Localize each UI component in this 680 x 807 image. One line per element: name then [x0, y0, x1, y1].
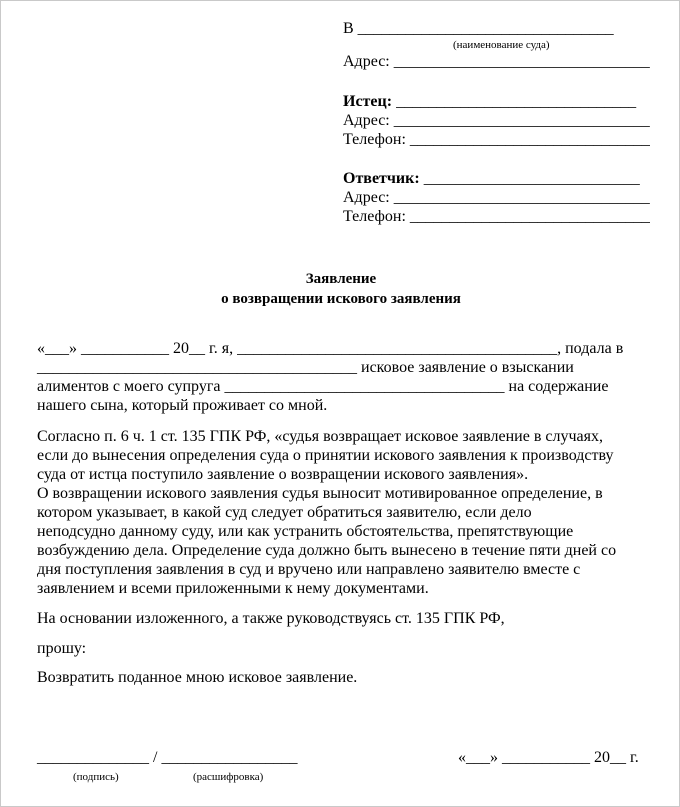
court-block	[343, 19, 673, 71]
paragraph-2-line: неподсудно данному суду, или как устранить обстоятельства, препятствующие	[37, 523, 574, 540]
paragraph-2-line: дня поступления заявления в суд и вручено или направлено заявителю вместе с	[37, 561, 581, 578]
court-note: (наименование суда)	[453, 39, 550, 51]
signature-line: ______________ / _________________	[37, 749, 298, 766]
date-line: «___» ___________ 20__ г.	[458, 749, 639, 766]
plaintiff-block	[343, 92, 673, 149]
paragraph-2-line: Согласно п. 6 ч. 1 ст. 135 ГПК РФ, «судья возвращает исковое заявление в случаях,	[37, 428, 603, 445]
paragraph-4: прошу:	[37, 640, 87, 657]
paragraph-2-line: заявлением и всеми приложенными к нему документами.	[37, 580, 429, 597]
defendant-address: Адрес: ________________________________	[343, 189, 650, 206]
paragraph-5: Возвратить поданное мною исковое заявление.	[37, 669, 358, 686]
paragraph-1-line: нашего сына, который проживает со мной.	[37, 397, 328, 414]
defendant-blank: ___________________________	[423, 170, 640, 187]
defendant-line	[343, 169, 673, 188]
plaintiff-line	[343, 92, 673, 111]
plaintiff-address: Адрес: ________________________________	[343, 112, 650, 129]
title-line-2: о возвращении искового заявления	[221, 291, 461, 307]
paragraph-1-line: «___» ___________ 20__ г. я, ________________________________________, подала в	[37, 340, 624, 357]
title-line-1: Заявление	[305, 271, 377, 287]
plaintiff-blank: ______________________________	[396, 93, 637, 110]
paragraph-2	[37, 427, 649, 598]
plaintiff-phone: Телефон: ______________________________	[343, 131, 650, 148]
paragraph-1	[37, 339, 649, 415]
court-line	[343, 19, 673, 38]
paragraph-1-line: ________________________________________ исковое заявление о взыскании	[37, 359, 574, 376]
paragraph-3: На основании изложенного, а также руководствуясь ст. 135 ГПК РФ,	[37, 610, 505, 627]
decode-note: (расшифровка)	[193, 771, 264, 783]
defendant-phone: Телефон: ______________________________	[343, 208, 650, 225]
paragraph-2-line: если до вынесения определения суда о принятии искового заявления к производству	[37, 447, 614, 464]
court-blank: ________________________________	[357, 20, 614, 37]
document-title	[1, 269, 680, 309]
court-address: Адрес: ________________________________	[343, 53, 650, 70]
signature-note: (подпись)	[73, 771, 119, 783]
paragraph-1-line: алиментов с моего супруга ___________________________________ на содержание	[37, 378, 609, 395]
paragraph-2-line: котором указывает, в какой суд следует обратиться заявителю, если дело	[37, 504, 532, 521]
court-prefix: В	[343, 20, 354, 37]
plaintiff-label: Истец:	[343, 93, 393, 110]
paragraph-2-line: возбуждению дела. Определение суда должно быть вынесено в течение пяти дней со	[37, 542, 617, 559]
paragraph-2-line: О возвращении искового заявления судья выносит мотивированное определение, в	[37, 485, 603, 502]
defendant-label: Ответчик:	[343, 170, 420, 187]
paragraph-2-line: суда от истца поступило заявление о возвращении искового заявления».	[37, 466, 529, 483]
defendant-block	[343, 169, 673, 226]
